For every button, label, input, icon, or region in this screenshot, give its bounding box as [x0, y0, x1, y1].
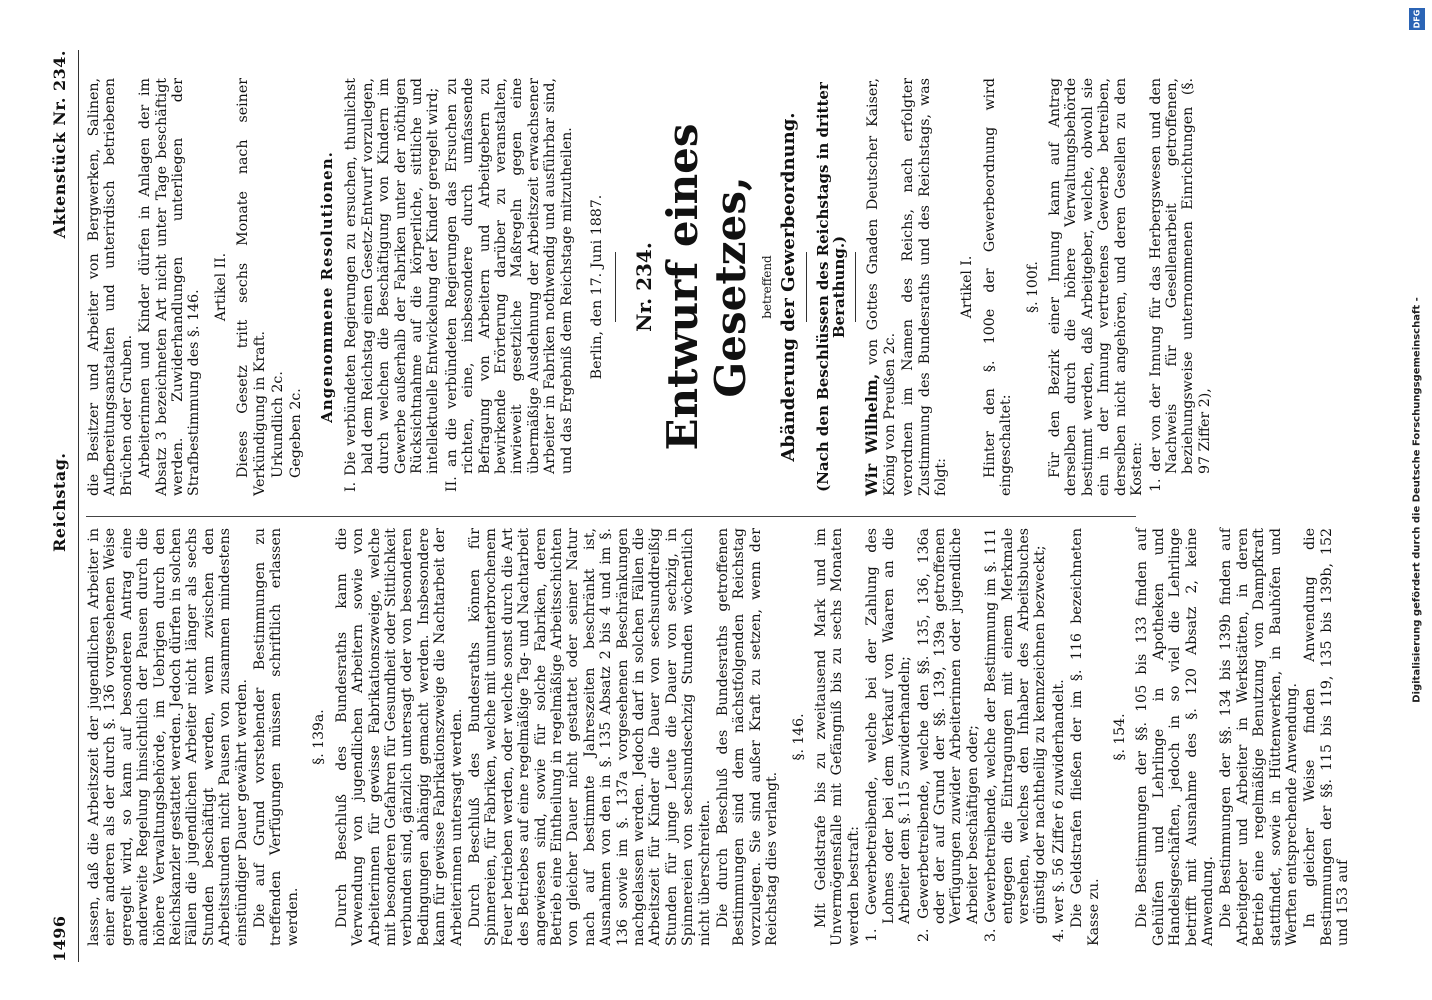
paragraph: Gegeben 2c.	[288, 388, 305, 478]
article-heading: Artikel I.	[959, 255, 976, 319]
header-document-ref: Aktenstück Nr. 234.	[50, 50, 69, 239]
paragraph: lassen, daß die Arbeitszeit der jugendlichen Arbeiter in einer anderen als der durch §. 136 vorgesehenen Weise geregelt wird, so kann auf besonderen Antrag eine anderweite Regelung hinsichtlich der Pausen durch die höhere Verwaltungsbehörde, im Uebrigen durch den Reichskanzler gestattet werden. Jedoch dürfen in solchen Fällen die jugendlichen Arbeiter nicht länger als sechs Stunden beschäftigt werden, wenn zwischen den Arbeitsstunden nicht Pausen von zusammen mindestens einstündiger Dauer gewährt werden.	[86, 528, 250, 946]
paragraph: Hinter den §. 100e der Gewerbeordnung wird eingeschaltet:	[981, 78, 1015, 496]
resolutions-heading: Angenommene Resolutionen.	[317, 151, 336, 423]
column-divider	[86, 516, 1136, 517]
paragraph: Die auf Grund vorstehender Bestimmungen zu treffenden Verfügungen müssen schriftlich erlassen werden.	[252, 528, 301, 946]
paragraph: Durch Beschluß des Bundesraths kann die Verwendung von jugendlichen Arbeitern sowie von Arbeiterinnen für gewisse Fabrikationszweige, welche mit besonderen Gefahren für Gesundheit oder Sittlichkeit verbunden sind, gänzlich untersagt oder von besonderen Bedingungen abhängig gemacht werden. Insbesondere kann für gewisse Fabrikationszweige die Nachtarbeit der Arbeiterinnen untersagt werden.	[333, 528, 465, 946]
paragraph: verordnen im Namen des Reichs, nach erfolgter Zustimmung des Bundesraths und des Reichstags, was folgt:	[900, 78, 950, 496]
emperor-title: von Gottes Gnaden Deutscher Kaiser, König von Preußen 2c.	[865, 77, 898, 496]
separator-rule	[855, 252, 856, 322]
separator-rule	[806, 252, 807, 322]
date-line: Berlin, den 17. Juni 1887.	[588, 194, 605, 380]
paragraph: Die Bestimmungen der §§. 134 bis 139b finden auf Arbeitgeber und Arbeiter in Werkstätten, in deren Betrieb eine regelmäßige Benutzung von Dampfkraft stattfindet, sowie in Hüttenwerken, in Bauhöfen und Werften entsprechende Anwendung.	[1218, 528, 1301, 946]
list-item: 1. Gewerbetreibende, welche bei der Zahlung des Lohnes oder bei dem Verkauf von Waaren an die Arbeiter dem §. 115 zuwiderhandeln;	[864, 528, 914, 942]
section-number: §. 146.	[790, 713, 807, 761]
section-number: §. 139a.	[311, 709, 328, 765]
paragraph: Die durch Beschluß des Bundesraths getroffenen Bestimmungen sind dem nächstfolgenden Reichstag vorzulegen. Sie sind außer Kraft zu setzen, wenn der Reichstag dies verlangt.	[715, 528, 781, 946]
left-column	[86, 528, 1354, 946]
bill-note: (Nach den Beschlüssen des Reichstags in dritter Berathung.)	[813, 82, 848, 492]
paragraph: Die Bestimmungen der §§. 105 bis 133 finden auf Gehülfen und Lehrlinge in Apotheken und Handelsgeschäften, jedoch in so viel die Lehrlinge betrifft mit Ausnahme des §. 120 Absatz 2, keine Anwendung.	[1134, 528, 1216, 946]
paragraph: Arbeiterinnen und Kinder dürfen in Anlagen der im Absatz 3 bezeichneten Art nicht unter Tage beschäftigt werden. Zuwiderhandlungen unterliegen der Strafbestimmung des §. 146.	[137, 78, 203, 496]
enacting-clause	[864, 78, 898, 496]
bill-betreffend: betreffend	[759, 255, 774, 319]
cost-list	[1148, 78, 1214, 496]
page-number: 1496	[50, 915, 69, 962]
paragraph: die Besitzer und Arbeiter von Bergwerken, Salinen, Aufbereitungsanstalten und unterirdisch betriebenen Brüchen oder Gruben.	[86, 78, 135, 496]
list-item: 4. wer §. 56 Ziffer 6 zuwiderhandelt.	[1050, 679, 1067, 942]
section-number: §. 154.	[1111, 713, 1128, 761]
list-item: 1. der von der Innung für das Herbergswesen und den Nachweis für Gesellenarbeit getroffenen, beziehungsweise unternommenen Einrichtungen (§. 97 Ziffer 2),	[1147, 78, 1213, 492]
paragraph: Für den Bezirk einer Innung kann auf Antrag derselben durch die höhere Verwaltungsbehörde bestimmt werden, daß Arbeitgeber, welche, obwohl sie ein in der Innung vertretenes Gewerbe betreiben, derselben nicht angehören, und deren Gesellen zu den Kosten:	[1047, 78, 1146, 496]
article-heading: Artikel II.	[212, 252, 229, 322]
header-rule	[78, 50, 79, 962]
list-item: 2. Gewerbetreibende, welche den §§. 135, 136, 136a oder der auf Grund der §§. 139, 139a getroffenen Verfügungen zuwider Arbeiterinnen oder jugendliche Arbeiter beschäftigen oder;	[915, 528, 981, 942]
penalty-list	[864, 528, 1067, 946]
list-item: II. an die verbündeten Regierungen das Ersuchen zu richten, eine, insbesondere durch umfassende Befragung von Arbeitern und Arbeitgebern zu bewirkende Erörterung darüber zu veranstalten, inwieweit gesetzliche Maßregeln gegen eine übermäßige Ausdehnung der Arbeitszeit erwachsener Arbeiter in Fabriken nothwendig und ausführbar sind, und das Ergebniß dem Reichstage mitzutheilen.	[443, 78, 575, 492]
document-number: Nr. 234.	[632, 242, 657, 332]
running-header	[50, 50, 76, 962]
resolutions-list	[343, 78, 575, 496]
emperor-name: Wir Wilhelm,	[862, 373, 882, 496]
paragraph: Mit Geldstrafe bis zu zweitausend Mark und im Unvermögensfalle mit Gefängniß bis zu sechs Monaten werden bestraft:	[813, 528, 862, 946]
header-title: Reichstag.	[50, 452, 69, 552]
separator-rule	[615, 252, 616, 322]
bill-subtitle: Abänderung der Gewerbeordnung.	[778, 112, 800, 462]
bill-title: Entwurf eines Gesetzes,	[657, 123, 755, 451]
paragraph: Durch Beschluß des Bundesraths können für Spinnereien, für Fabriken, welche mit ununterbrochenem Feuer betrieben werden, oder welche sonst durch die Art des Betriebes auf eine regelmäßige Tag- und Nachtarbeit angewiesen sind, sowie für solche Fabriken, deren Betrieb eine Eintheilung in regelmäßige Arbeitsschichten von gleicher Dauer nicht gestattet oder seiner Natur nach auf bestimmte Jahreszeiten beschränkt ist, Ausnahmen von den in §. 135 Absatz 2 bis 4 und im §. 136 sowie im §. 137a vorgesehenen Beschränkungen nachgelassen werden. Jedoch darf in solchen Fällen die Arbeitszeit für Kinder die Dauer von sechsunddreißig Stunden für junge Leute die Dauer von sechzig, in Spinnereien von sechsundsechzig Stunden wöchentlich nicht überschreiten.	[466, 528, 713, 946]
right-column	[86, 78, 1215, 496]
list-item: I. Die verbündeten Regierungen zu ersuchen, thunlichst bald dem Reichstag einen Gesetz-Entwurf vorzulegen, durch welchen die Beschäftigung von Kindern im Gewerbe außerhalb der Fabriken unter der nöthigen Rücksichtnahme auf die körperliche, sittliche und intellektuelle Entwickelung der Kinder geregelt wird;	[343, 78, 442, 492]
paragraph: Dieses Gesetz tritt sechs Monate nach seiner Verkündigung in Kraft.	[235, 78, 268, 496]
dfg-logo: DFG	[1409, 8, 1425, 30]
paragraph: Urkundlich 2c.	[270, 371, 287, 478]
list-item: 3. Gewerbetreibende, welche der Bestimmung im §. 111 entgegen die Eintragungen mit einem Merkmale versehen, welches den Inhaber des Arbeitsbuches günstig oder nachtheilig zu kennzeichnen bezweckt;	[983, 528, 1049, 942]
credit-text: Digitalisierung gefördert durch die Deutsche Forschungsgemeinschaft -	[1411, 297, 1423, 703]
paragraph: In gleicher Weise finden Anwendung die Bestimmungen der §§. 115 bis 119, 135 bis 139b, 152 und 153 auf	[1302, 528, 1352, 946]
section-number: §. 100f.	[1024, 261, 1041, 313]
paragraph: Die Geldstrafen fließen der im §. 116 bezeichneten Kasse zu.	[1069, 528, 1102, 946]
digitization-credit	[1406, 0, 1428, 1000]
